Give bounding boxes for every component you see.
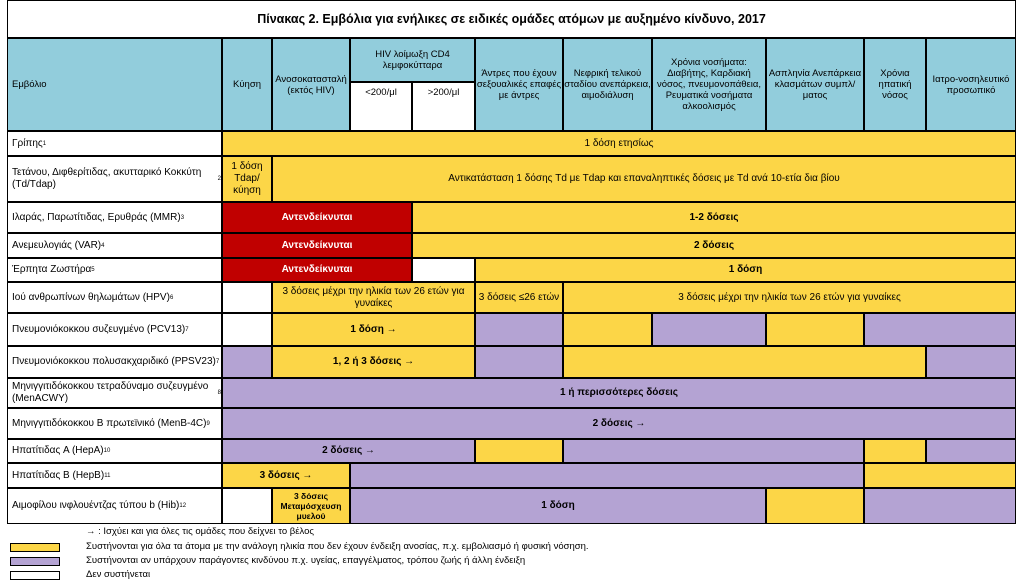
cell-zoster-empty xyxy=(412,258,475,282)
cell-hepa-msm xyxy=(475,439,563,463)
row-label: Πνευμονιόκοκκου συζευγμένο (PCV13) 7 xyxy=(7,313,222,346)
cell-td-all: Αντικατάσταση 1 δόσης Td με Tdap και επαναληπτικές δόσεις με Td ανά 10-ετία δια βίου xyxy=(272,156,1016,202)
cell-hib: 1 δόση xyxy=(350,488,766,524)
row-label: Ιού ανθρωπίνων θηλωμάτων (HPV) 6 xyxy=(7,282,222,313)
cell-pcv13-msm xyxy=(475,313,563,346)
cell-hib-empty xyxy=(222,488,272,524)
table-title: Πίνακας 2. Εμβόλια για ενήλικες σε ειδικές ομάδες ατόμων με αυξημένο κίνδυνο, 2017 xyxy=(7,0,1016,38)
legend-purple-swatch xyxy=(10,557,60,566)
cell-ppsv-hcw xyxy=(926,346,1016,378)
cell-ppsv: 1, 2 ή 3 δόσεις → xyxy=(272,346,475,378)
row-label-text: Έρπητα Ζωστήρα xyxy=(12,264,92,275)
cell-ppsv-yellow xyxy=(563,346,926,378)
header-msm: Άντρες που έχουν σεξουαλικές επαφές με άντρες xyxy=(475,38,563,131)
cell-zoster: 1 δόση xyxy=(475,258,1016,282)
header-immunosuppressed: Ανοσοκατασταλή (εκτός HIV) xyxy=(272,38,350,131)
header-hiv-high: >200/μl xyxy=(412,82,475,131)
row-label-text: Πνευμονιόκοκκου πολυσακχαριδικό (PPSV23) xyxy=(12,356,216,367)
cell-menacwy: 1 ή περισσότερες δόσεις xyxy=(222,378,1016,408)
row-label: Ηπατίτιδας A (HepA) 10 xyxy=(7,439,222,463)
legend-yellow: Συστήνονται για όλα τα άτομα με την ανάλογη ηλικία που δεν έχουν ένδειξη ανοσίας, π.χ. εμβολιασμό ή φυσική νόσηση. xyxy=(86,541,589,552)
legend-white-swatch xyxy=(10,571,60,580)
cell-hib-immuno: 3 δόσεις Μεταμόσχευση μυελού xyxy=(272,488,350,524)
legend-white: Δεν συστήνεται xyxy=(86,569,151,580)
row-label: Γρίπης 1 xyxy=(7,131,222,156)
cell-hpv-b: 3 δόσεις μέχρι την ηλικία των 26 ετών για γυναίκες xyxy=(563,282,1016,313)
legend-purple: Συστήνονται αν υπάρχουν παράγοντες κινδύνου π.χ. υγείας, επαγγέλματος, τρόπου ζωής ή άλλη ένδειξη xyxy=(86,555,526,566)
cell-flu: 1 δόση ετησίως xyxy=(222,131,1016,156)
row-label-text: Ηπατίτιδας B (HepB) xyxy=(12,469,105,481)
cell-ppsv-msm xyxy=(475,346,563,378)
cell-pcv13-chronic xyxy=(652,313,766,346)
header-liver: Χρόνια ηπατική νόσος xyxy=(864,38,926,131)
header-hcw: Ιατρο-νοσηλευτικό προσωπικό xyxy=(926,38,1016,131)
cell-var: 2 δόσεις xyxy=(412,233,1016,258)
cell-hepb: 3 δόσεις → xyxy=(222,463,350,488)
row-label: Αιμοφίλου ινφλουέντζας τύπου b (Hib) 12 xyxy=(7,488,222,524)
row-label: Ανεμευλογιάς (VAR) 4 xyxy=(7,233,222,258)
cell-hpv-msm: 3 δόσεις ≤26 ετών xyxy=(475,282,563,313)
cell-pcv13-asplenia xyxy=(766,313,864,346)
cell-hepa-hcw xyxy=(926,439,1016,463)
cell-ppsv-preg xyxy=(222,346,272,378)
row-label: Έρπητα Ζωστήρα 5 xyxy=(7,258,222,282)
row-label-text: Ανεμευλογιάς (VAR) xyxy=(12,239,102,251)
row-label-text: Αιμοφίλου ινφλουέντζας τύπου b (Hib) xyxy=(12,500,180,511)
legend-arrow: → : Ισχύει και για όλες τις ομάδες που δείχνει το βέλος xyxy=(86,526,314,537)
cell-hepa-mid xyxy=(563,439,864,463)
header-hiv-low: <200/μl xyxy=(350,82,412,131)
row-label-text: Ηπατίτιδας A (HepA) xyxy=(12,445,104,456)
row-label: Ηπατίτιδας B (HepB) 11 xyxy=(7,463,222,488)
cell-pcv13-empty xyxy=(222,313,272,346)
row-label-text: Τετάνου, Διφθερίτιδας, ακυτταρικό Κοκκύτη (Td/Tdap) xyxy=(12,167,202,190)
cell-pcv13-renal xyxy=(563,313,652,346)
cell-hepa: 2 δόσεις → xyxy=(222,439,475,463)
cell-hpv-a: 3 δόσεις μέχρι την ηλικία των 26 ετών για γυναίκες xyxy=(272,282,475,313)
row-label-text: Ιλαράς, Παρωτίτιδας, Ερυθράς (MMR) xyxy=(12,211,181,223)
cell-hepa-liver xyxy=(864,439,926,463)
row-label: Μηνιγγιτιδόκοκκου B πρωτεϊνικό (MenB-4C) 9 xyxy=(7,408,222,439)
legend-yellow-swatch xyxy=(10,543,60,552)
cell-mmr: 1-2 δόσεις xyxy=(412,202,1016,233)
header-hiv: HIV λοίμωξη CD4 λεμφοκύτταρα xyxy=(350,38,475,82)
header-renal: Νεφρική τελικού σταδίου ανεπάρκεια, αιμοδιάλυση xyxy=(563,38,652,131)
cell-hpv-empty xyxy=(222,282,272,313)
row-label: Τετάνου, Διφθερίτιδας, ακυτταρικό Κοκκύτη (Td/Tdap) 2 xyxy=(7,156,222,202)
cell-mmr-contra: Αντενδείκνυται xyxy=(222,202,412,233)
row-label-text: Μηνιγγιτιδόκοκκου τετραδύναμο συζευγμένο (MenACWY) xyxy=(12,381,209,404)
row-label-text: Γρίπης xyxy=(12,137,43,149)
row-label-text: Πνευμονιόκοκκου συζευγμένο (PCV13) xyxy=(12,323,186,335)
cell-menb: 2 δόσεις → xyxy=(222,408,1016,439)
cell-hib-asplenia xyxy=(766,488,864,524)
cell-hepb-purple xyxy=(350,463,864,488)
cell-zoster-contra: Αντενδείκνυται xyxy=(222,258,412,282)
row-label: Ιλαράς, Παρωτίτιδας, Ερυθράς (MMR) 3 xyxy=(7,202,222,233)
row-label-text: Ιού ανθρωπίνων θηλωμάτων (HPV) xyxy=(12,291,170,303)
header-chronic: Χρόνια νοσήματα: Διαβήτης, Καρδιακή νόσος, πνευμονοπάθεια, Ρευματικά νοσήματα αλκοολισμός xyxy=(652,38,766,131)
row-label: Πνευμονιόκοκκου πολυσακχαριδικό (PPSV23) 7 xyxy=(7,346,222,378)
cell-hepb-rest xyxy=(864,463,1016,488)
cell-pcv13: 1 δόση → xyxy=(272,313,475,346)
cell-pcv13-rest xyxy=(864,313,1016,346)
row-label: Μηνιγγιτιδόκοκκου τετραδύναμο συζευγμένο (MenACWY) 8 xyxy=(7,378,222,408)
header-pregnancy: Κύηση xyxy=(222,38,272,131)
row-label-text: Μηνιγγιτιδόκοκκου B πρωτεϊνικό (MenB-4C) xyxy=(12,417,207,429)
header-vaccine: Εμβόλιο xyxy=(7,38,222,131)
cell-td-pregnancy: 1 δόση Tdap/ κύηση xyxy=(222,156,272,202)
cell-var-contra: Αντενδείκνυται xyxy=(222,233,412,258)
header-asplenia: Ασπληνία Ανεπάρκεια κλασμάτων συμπλ/ματος xyxy=(766,38,864,131)
cell-hib-rest xyxy=(864,488,1016,524)
